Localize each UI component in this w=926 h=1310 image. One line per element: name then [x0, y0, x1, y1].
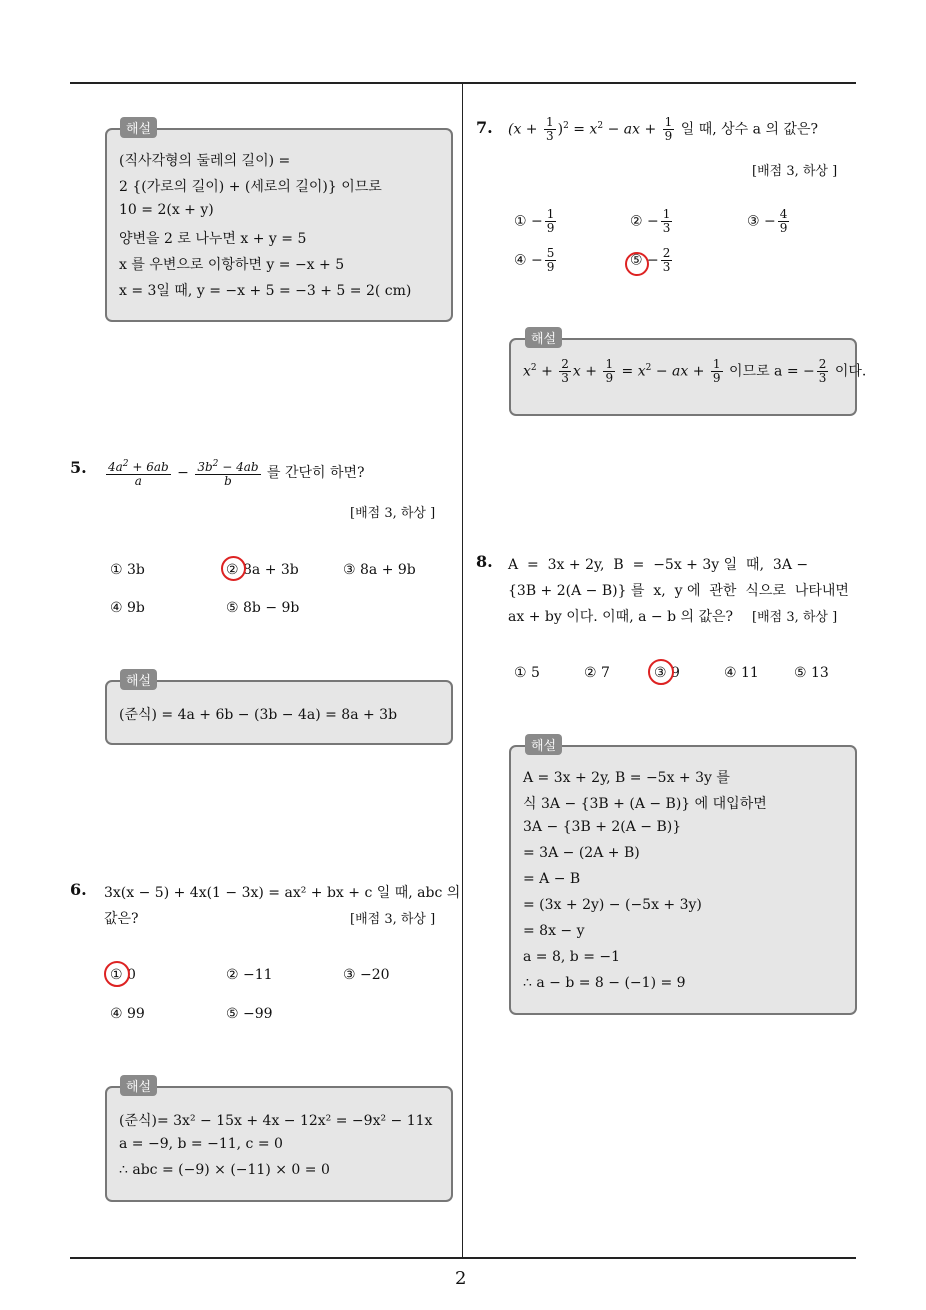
q5-answer-mark: [221, 556, 246, 581]
q8-sol-line-8: a = 8, b = −1: [523, 949, 621, 965]
column-divider: [462, 83, 463, 1258]
q8-sol-line-3: 3A − {3B + 2(A − B)}: [523, 819, 682, 835]
q5-solution-box: [105, 680, 453, 745]
q4-sol-line-1: (직사각형의 둘레의 길이) =: [119, 153, 291, 169]
q6-solution-label: 해설: [120, 1075, 157, 1096]
q5-choice-2[interactable]: ② 8a + 3b: [226, 562, 299, 578]
q7-answer-mark: [625, 252, 649, 276]
bottom-rule: [70, 1257, 856, 1259]
q6-sol-line-2: a = −9, b = −11, c = 0: [119, 1136, 283, 1152]
q4-sol-line-4: 양변을 2 로 나누면 x + y = 5: [119, 231, 307, 247]
q4-solution-label: 해설: [120, 117, 157, 138]
top-rule: [70, 82, 856, 84]
q8-choice-3[interactable]: ③ 9: [654, 665, 680, 681]
q6-answer-mark: [104, 961, 130, 987]
q5-frac-1: $\frac{4a^2 + 6ab}{a}$: [108, 459, 169, 488]
q4-sol-line-3: 10 = 2(x + y): [119, 202, 214, 218]
q8-answer-mark: [648, 659, 674, 685]
q5-choice-5[interactable]: ⑤ 8b − 9b: [226, 600, 300, 616]
q7-frac-b: $\frac{1}{9}$: [664, 115, 673, 143]
q6-choice-5[interactable]: ⑤ −99: [226, 1006, 273, 1022]
q8-sol-line-5: = A − B: [523, 871, 581, 887]
q8-sol-line-2: 식 3A − {3B + (A − B)} 에 대입하면: [523, 796, 767, 812]
q7-choice-3[interactable]: ③ − $\frac{4}{9}$: [747, 207, 788, 235]
q6-sol-line-3: ∴ abc = (−9) × (−11) × 0 = 0: [119, 1162, 330, 1178]
q5-choice-4[interactable]: ④ 9b: [110, 600, 145, 616]
q7-choice-1[interactable]: ① − $\frac{1}{9}$: [514, 207, 555, 235]
q8-choice-5[interactable]: ⑤ 13: [794, 665, 829, 681]
q8-sol-line-9: ∴ a − b = 8 − (−1) = 9: [523, 975, 686, 991]
q7-solution-box: [509, 338, 867, 416]
q8-sol-line-4: = 3A − (2A + B): [523, 845, 640, 861]
q8-sol-line-6: = (3x + 2y) − (−5x + 3y): [523, 897, 702, 913]
q6-solution-box: [105, 1086, 453, 1202]
q7-solution-label: 해설: [525, 327, 562, 348]
q8-solution-label: 해설: [525, 734, 562, 755]
q7-choice-4[interactable]: ④ − $\frac{5}{9}$: [514, 246, 555, 274]
q8-choice-4[interactable]: ④ 11: [724, 665, 759, 681]
q5-meta: [배점 3, 하상 ]: [350, 506, 436, 521]
q6-choice-3[interactable]: ③ −20: [343, 967, 390, 983]
q7-sol-line-1: $x^2$ + $\frac{2}{3}$ x + $\frac{1}{9}$ = $x^2$ − ax + $\frac{1}{9}$ 이므로 a = − $\frac{2}{3}$ 이다.: [523, 357, 867, 385]
q8-stem-2: {3B + 2(A − B)} 를 x, y 에 관한 식으로 나타내면: [508, 583, 849, 599]
q5-sol-line-1: (준식) = 4a + 6b − (3b − 4a) = 8a + 3b: [119, 707, 398, 723]
q4-sol-line-6: x = 3일 때, y = −x + 5 = −3 + 5 = 2( cm): [119, 283, 412, 299]
q6-stem: 3x(x − 5) + 4x(1 − 3x) = ax² + bx + c 일 때, abc 의: [104, 885, 461, 901]
q4-sol-line-5: x 를 우변으로 이항하면 y = −x + 5: [119, 257, 345, 273]
q7-meta: [배점 3, 하상 ]: [752, 164, 838, 179]
q7-choice-5[interactable]: ⑤ − $\frac{2}{3}$: [630, 246, 671, 274]
q5-frac-2: $\frac{3b^2 - 4ab}{b}$: [197, 459, 259, 488]
q5-number: 5.: [70, 458, 87, 477]
q5-solution-label: 해설: [120, 669, 157, 690]
q5-choice-1[interactable]: ① 3b: [110, 562, 145, 578]
q4-sol-line-2: 2 {(가로의 길이) + (세로의 길이)} 이므로: [119, 179, 382, 195]
q5-choice-3[interactable]: ③ 8a + 9b: [343, 562, 416, 578]
q7-choice-2[interactable]: ② − $\frac{1}{3}$: [630, 207, 671, 235]
q6-choice-4[interactable]: ④ 99: [110, 1006, 145, 1022]
q6-sol-line-1: (준식)= 3x² − 15x + 4x − 12x² = −9x² − 11x: [119, 1113, 433, 1129]
q7-stem: (x + $\frac{1}{3}$ )$^2 = x^2$ − ax + $\frac{1}{9}$ 일 때, 상수 a 의 값은?: [508, 115, 818, 143]
q8-stem-3: ax + by 이다. 이때, a − b 의 값은?: [508, 609, 734, 625]
q8-stem-1: A = 3x + 2y, B = −5x + 3y 일 때, 3A −: [508, 557, 809, 573]
q8-number: 8.: [476, 552, 493, 571]
q8-sol-line-1: A = 3x + 2y, B = −5x + 3y 를: [523, 770, 730, 786]
q8-solution-box: [509, 745, 857, 1015]
q7-number: 7.: [476, 118, 493, 137]
q6-meta: [배점 3, 하상 ]: [350, 912, 436, 927]
q8-choice-2[interactable]: ② 7: [584, 665, 610, 681]
q6-stem-2: 값은?: [104, 911, 139, 927]
q8-choice-1[interactable]: ① 5: [514, 665, 540, 681]
q5-stem-text: 를 간단히 하면?: [267, 465, 365, 481]
q6-number: 6.: [70, 880, 87, 899]
q7-frac-a: $\frac{1}{3}$: [546, 115, 554, 143]
q6-choice-1[interactable]: ① 0: [110, 967, 136, 983]
q8-sol-line-7: = 8x − y: [523, 923, 585, 939]
q7-stem-text: 일 때, 상수 a 의 값은?: [680, 121, 818, 138]
q4-solution-box: [105, 128, 453, 322]
q7-sol-text: 이므로 a = −: [729, 363, 815, 380]
q7-sol-end: 이다.: [834, 363, 867, 380]
q5-stem: $\frac{4a^2 + 6ab}{a}$ − $\frac{3b^2 - 4ab}{b}$ 를 간단히 하면?: [108, 459, 365, 488]
q6-choice-2[interactable]: ② −11: [226, 967, 273, 983]
q8-meta: [배점 3, 하상 ]: [752, 610, 838, 625]
page-number: 2: [455, 1268, 467, 1289]
